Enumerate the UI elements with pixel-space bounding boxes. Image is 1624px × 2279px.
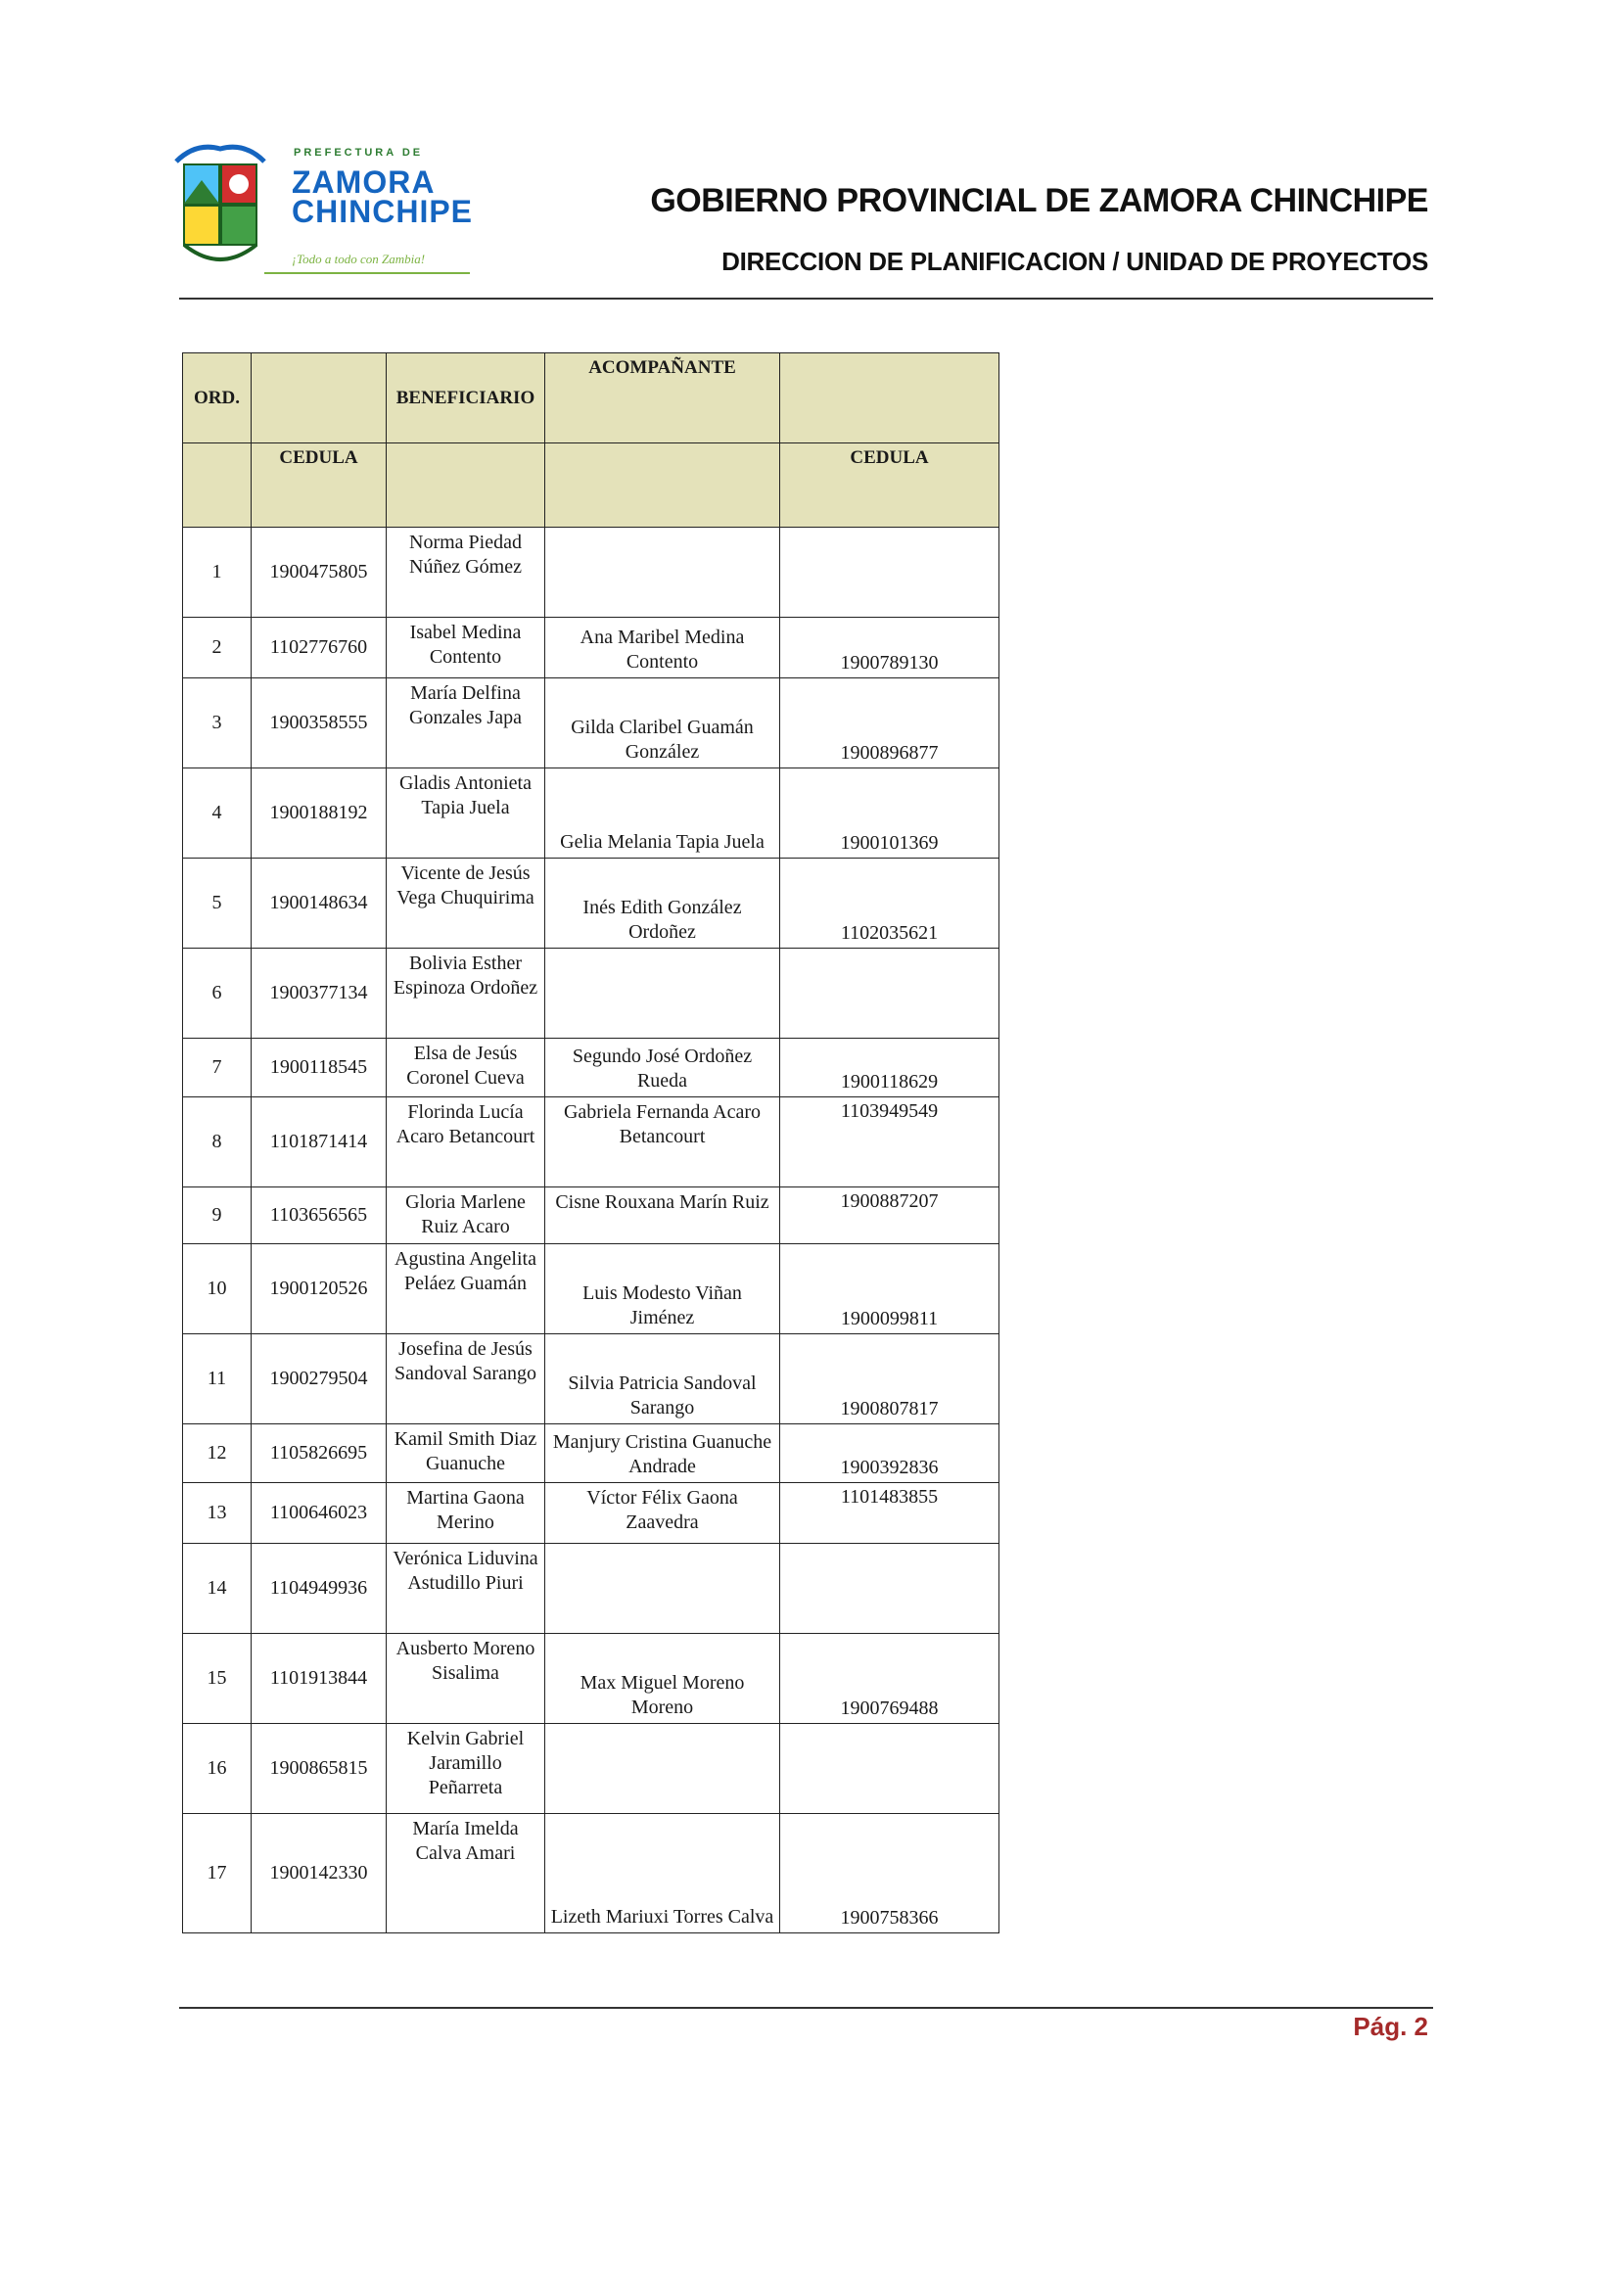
row-beneficiario: Isabel Medina Contento (387, 618, 545, 678)
logo-name-line1: ZAMORA (292, 164, 436, 200)
row-cedula: 1900865815 (252, 1724, 387, 1814)
logo-name-line2: CHINCHIPE (292, 194, 474, 229)
row-beneficiario: Kamil Smith Diaz Guanuche (387, 1424, 545, 1483)
table-row (183, 768, 999, 859)
row-cedula-acompanante (780, 1724, 999, 1814)
header-divider (179, 298, 1433, 300)
row-beneficiario: Gladis Antonieta Tapia Juela (387, 768, 545, 859)
row-beneficiario: Kelvin Gabriel Jaramillo Peñarreta (387, 1724, 545, 1814)
header-beneficiario: BENEFICIARIO (387, 353, 545, 443)
header-empty (252, 353, 387, 443)
row-ord: 5 (183, 859, 252, 949)
row-beneficiario: Norma Piedad Núñez Gómez (387, 528, 545, 618)
header-cedula: CEDULA (252, 443, 387, 528)
row-beneficiario: María Delfina Gonzales Japa (387, 678, 545, 768)
row-beneficiario: Martina Gaona Merino (387, 1483, 545, 1544)
row-cedula-acompanante: 1900789130 (780, 618, 999, 678)
row-beneficiario: Gloria Marlene Ruiz Acaro (387, 1187, 545, 1244)
shield-emblem-icon (166, 137, 274, 279)
table-header-row-2 (183, 443, 999, 528)
row-ord: 10 (183, 1244, 252, 1334)
table-row (183, 949, 999, 1039)
table-row (183, 1334, 999, 1424)
page-number: Pág. 2 (1353, 2012, 1428, 2041)
row-acompanante: Max Miguel Moreno Moreno (545, 1634, 780, 1724)
table-row (183, 1544, 999, 1634)
row-ord: 6 (183, 949, 252, 1039)
footer-divider (179, 2007, 1433, 2009)
row-beneficiario: Josefina de Jesús Sandoval Sarango (387, 1334, 545, 1424)
header-title: GOBIERNO PROVINCIAL DE ZAMORA CHINCHIPE (650, 182, 1428, 219)
row-cedula: 1101871414 (252, 1097, 387, 1187)
row-acompanante: Ana Maribel Medina Contento (545, 618, 780, 678)
row-acompanante: Víctor Félix Gaona Zaavedra (545, 1483, 780, 1544)
row-acompanante: Manjury Cristina Guanuche Andrade (545, 1424, 780, 1483)
row-acompanante (545, 949, 780, 1039)
row-cedula: 1103656565 (252, 1187, 387, 1244)
row-cedula: 1100646023 (252, 1483, 387, 1544)
table-row (183, 1724, 999, 1814)
header-empty (780, 353, 999, 443)
beneficiaries-table (182, 352, 999, 1933)
row-beneficiario: Agustina Angelita Peláez Guamán (387, 1244, 545, 1334)
row-acompanante: Gabriela Fernanda Acaro Betancourt (545, 1097, 780, 1187)
header-subtitle: DIRECCION DE PLANIFICACION / UNIDAD DE PROYECTOS (721, 247, 1428, 276)
row-ord: 8 (183, 1097, 252, 1187)
table-row (183, 859, 999, 949)
header-acompanante: ACOMPAÑANTE (545, 353, 780, 443)
table-row (183, 1483, 999, 1544)
row-cedula-acompanante (780, 949, 999, 1039)
table-row (183, 1244, 999, 1334)
row-cedula-acompanante: 1900769488 (780, 1634, 999, 1724)
row-cedula-acompanante: 1900887207 (780, 1187, 999, 1244)
row-acompanante (545, 1724, 780, 1814)
table-row (183, 678, 999, 768)
row-ord: 11 (183, 1334, 252, 1424)
row-acompanante: Inés Edith González Ordoñez (545, 859, 780, 949)
row-cedula: 1900358555 (252, 678, 387, 768)
row-ord: 4 (183, 768, 252, 859)
logo-top-text: PREFECTURA DE (294, 147, 424, 159)
row-ord: 15 (183, 1634, 252, 1724)
row-acompanante: Gilda Claribel Guamán González (545, 678, 780, 768)
row-ord: 14 (183, 1544, 252, 1634)
row-cedula: 1900475805 (252, 528, 387, 618)
row-ord: 3 (183, 678, 252, 768)
row-cedula-acompanante: 1900807817 (780, 1334, 999, 1424)
row-beneficiario: Elsa de Jesús Coronel Cueva (387, 1039, 545, 1097)
row-cedula-acompanante (780, 528, 999, 618)
table-row (183, 1424, 999, 1483)
row-ord: 7 (183, 1039, 252, 1097)
row-cedula-acompanante: 1101483855 (780, 1483, 999, 1544)
row-cedula: 1104949936 (252, 1544, 387, 1634)
row-cedula-acompanante: 1900392836 (780, 1424, 999, 1483)
table-row (183, 1039, 999, 1097)
row-cedula-acompanante: 1900758366 (780, 1814, 999, 1933)
row-ord: 17 (183, 1814, 252, 1933)
row-cedula: 1900118545 (252, 1039, 387, 1097)
row-cedula-acompanante: 1900101369 (780, 768, 999, 859)
row-beneficiario: Ausberto Moreno Sisalima (387, 1634, 545, 1724)
header-empty (545, 443, 780, 528)
header-empty (387, 443, 545, 528)
row-beneficiario: Bolivia Esther Espinoza Ordoñez (387, 949, 545, 1039)
table-row (183, 1634, 999, 1724)
row-cedula: 1101913844 (252, 1634, 387, 1724)
row-beneficiario: Verónica Liduvina Astudillo Piuri (387, 1544, 545, 1634)
row-ord: 16 (183, 1724, 252, 1814)
header-ord: ORD. (183, 353, 252, 443)
row-cedula: 1900188192 (252, 768, 387, 859)
row-acompanante: Cisne Rouxana Marín Ruiz (545, 1187, 780, 1244)
row-acompanante: Lizeth Mariuxi Torres Calva (545, 1814, 780, 1933)
row-cedula: 1900142330 (252, 1814, 387, 1933)
row-cedula: 1102776760 (252, 618, 387, 678)
row-ord: 9 (183, 1187, 252, 1244)
logo (166, 137, 474, 279)
row-acompanante: Silvia Patricia Sandoval Sarango (545, 1334, 780, 1424)
table-row (183, 1187, 999, 1244)
table-row (183, 1097, 999, 1187)
table-row (183, 1814, 999, 1933)
table-header-row-1 (183, 353, 999, 443)
row-cedula-acompanante: 1900099811 (780, 1244, 999, 1334)
logo-underline (264, 272, 470, 274)
logo-slogan: ¡Todo a todo con Zambia! (292, 252, 426, 266)
row-acompanante: Gelia Melania Tapia Juela (545, 768, 780, 859)
row-acompanante: Segundo José Ordoñez Rueda (545, 1039, 780, 1097)
row-ord: 13 (183, 1483, 252, 1544)
header-empty (183, 443, 252, 528)
row-cedula-acompanante: 1900118629 (780, 1039, 999, 1097)
row-cedula-acompanante: 1900896877 (780, 678, 999, 768)
row-cedula: 1900377134 (252, 949, 387, 1039)
table-row (183, 618, 999, 678)
row-beneficiario: Florinda Lucía Acaro Betancourt (387, 1097, 545, 1187)
row-cedula-acompanante (780, 1544, 999, 1634)
row-cedula-acompanante: 1103949549 (780, 1097, 999, 1187)
row-cedula: 1900120526 (252, 1244, 387, 1334)
row-cedula: 1105826695 (252, 1424, 387, 1483)
row-ord: 12 (183, 1424, 252, 1483)
row-cedula: 1900279504 (252, 1334, 387, 1424)
table-row (183, 528, 999, 618)
row-acompanante: Luis Modesto Viñan Jiménez (545, 1244, 780, 1334)
row-cedula-acompanante: 1102035621 (780, 859, 999, 949)
row-beneficiario: Vicente de Jesús Vega Chuquirima (387, 859, 545, 949)
row-acompanante (545, 528, 780, 618)
header-cedula-acompanante: CEDULA (780, 443, 999, 528)
row-ord: 1 (183, 528, 252, 618)
row-cedula: 1900148634 (252, 859, 387, 949)
row-ord: 2 (183, 618, 252, 678)
row-beneficiario: María Imelda Calva Amari (387, 1814, 545, 1933)
row-acompanante (545, 1544, 780, 1634)
